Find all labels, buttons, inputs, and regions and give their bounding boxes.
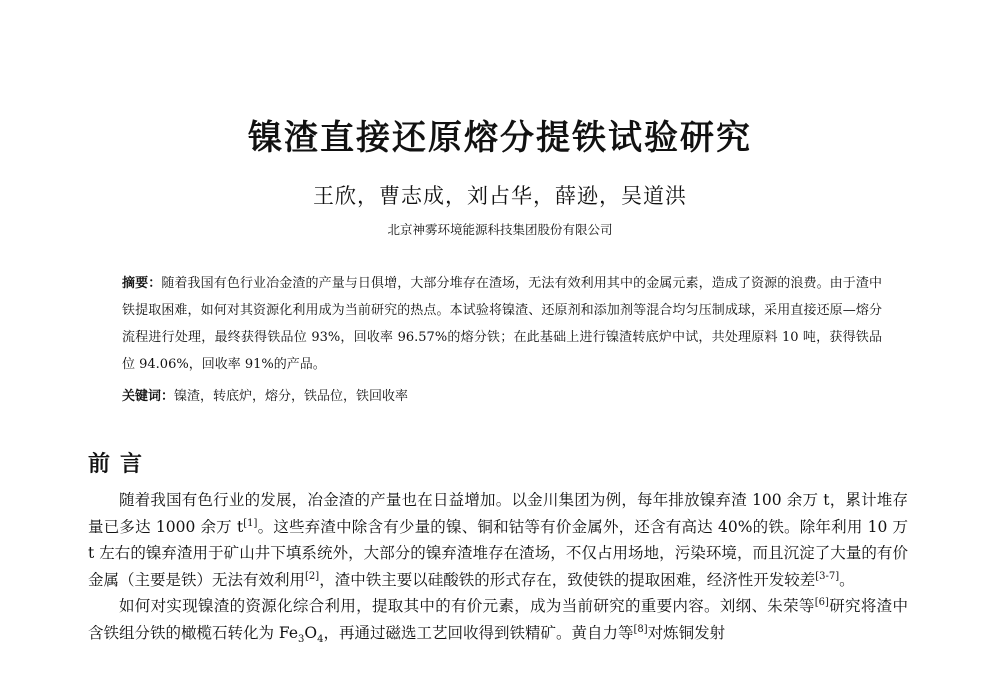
text-run: ，再通过磁选工艺回收得到铁精矿。黄自力等 <box>323 623 634 642</box>
citation: [6] <box>814 596 829 608</box>
author-list: 王欣，曹志成，刘占华，薛逊，吴道洪 <box>313 184 687 208</box>
paragraph <box>88 487 908 593</box>
body-text <box>88 487 908 646</box>
keywords <box>122 383 882 410</box>
text-run: 对炼铜发射 <box>647 623 726 642</box>
keywords-label: 关键词： <box>122 389 175 404</box>
subscript: 3 <box>298 633 305 645</box>
text-run: 随着我国有色行业的发展，冶金渣的产量也在日益增加。以金川集团为例，每年排放镍弃渣 100 余万 t，累计堆存量已多达 1000 余万 t <box>88 491 908 536</box>
abstract-label: 摘要： <box>122 276 162 291</box>
citation: [8] <box>633 623 648 635</box>
citation: [3-7] <box>815 570 840 582</box>
citation: [2] <box>305 570 320 582</box>
keywords-text: 镍渣，转底炉，熔分，铁品位，铁回收率 <box>174 389 409 404</box>
text-run: 。 <box>839 570 855 589</box>
abstract <box>122 270 882 378</box>
text-run: ，渣中铁主要以硅酸铁的形式存在，致使铁的提取困难，经济性开发较差 <box>319 570 816 589</box>
text-run: O <box>304 623 318 642</box>
subscript: 4 <box>317 633 324 645</box>
affiliation: 北京神雾环境能源科技集团股份有限公司 <box>387 222 613 237</box>
text-run: 研究将渣中含铁组分铁的橄榄石转化为 Fe <box>88 597 908 642</box>
citation: [1] <box>243 517 258 529</box>
text-run: 。这些弃渣中除含有少量的镍、铜和钴等有价金属外，还含有高达 40%的铁。除年利用 10 万 t 左右的镍弃渣用于矿山井下填系统外，大部分的镍弃渣堆存在渣场，不仅占用场地，污染环境，而且沉淀了大量的有价金属（主要是铁）无法有效利用 <box>88 517 908 589</box>
text-run: 如何对实现镍渣的资源化综合利用，提取其中的有价元素，成为当前研究的重要内容。刘纲、朱荣等 <box>119 597 815 615</box>
paragraph <box>88 593 908 646</box>
section-heading: 前言 <box>88 452 153 477</box>
abstract-text: 随着我国有色行业冶金渣的产量与日俱增，大部分堆存在渣场，无法有效利用其中的金属元素，造成了资源的浪费。由于渣中铁提取困难，如何对其资源化利用成为当前研究的热点。本试验将镍渣、还原剂和添加剂等混合均匀压制成球，采用直接还原—熔分流程进行处理，最终获得铁品位 93%，回收率 96.57%的熔分铁；在此基础上进行镍渣转底炉中试，共处理原料 10 吨，获得铁品位 94.06%，回收率 91%的产品。 <box>122 276 882 372</box>
paper-title: 镍渣直接还原熔分提铁试验研究 <box>248 118 752 158</box>
